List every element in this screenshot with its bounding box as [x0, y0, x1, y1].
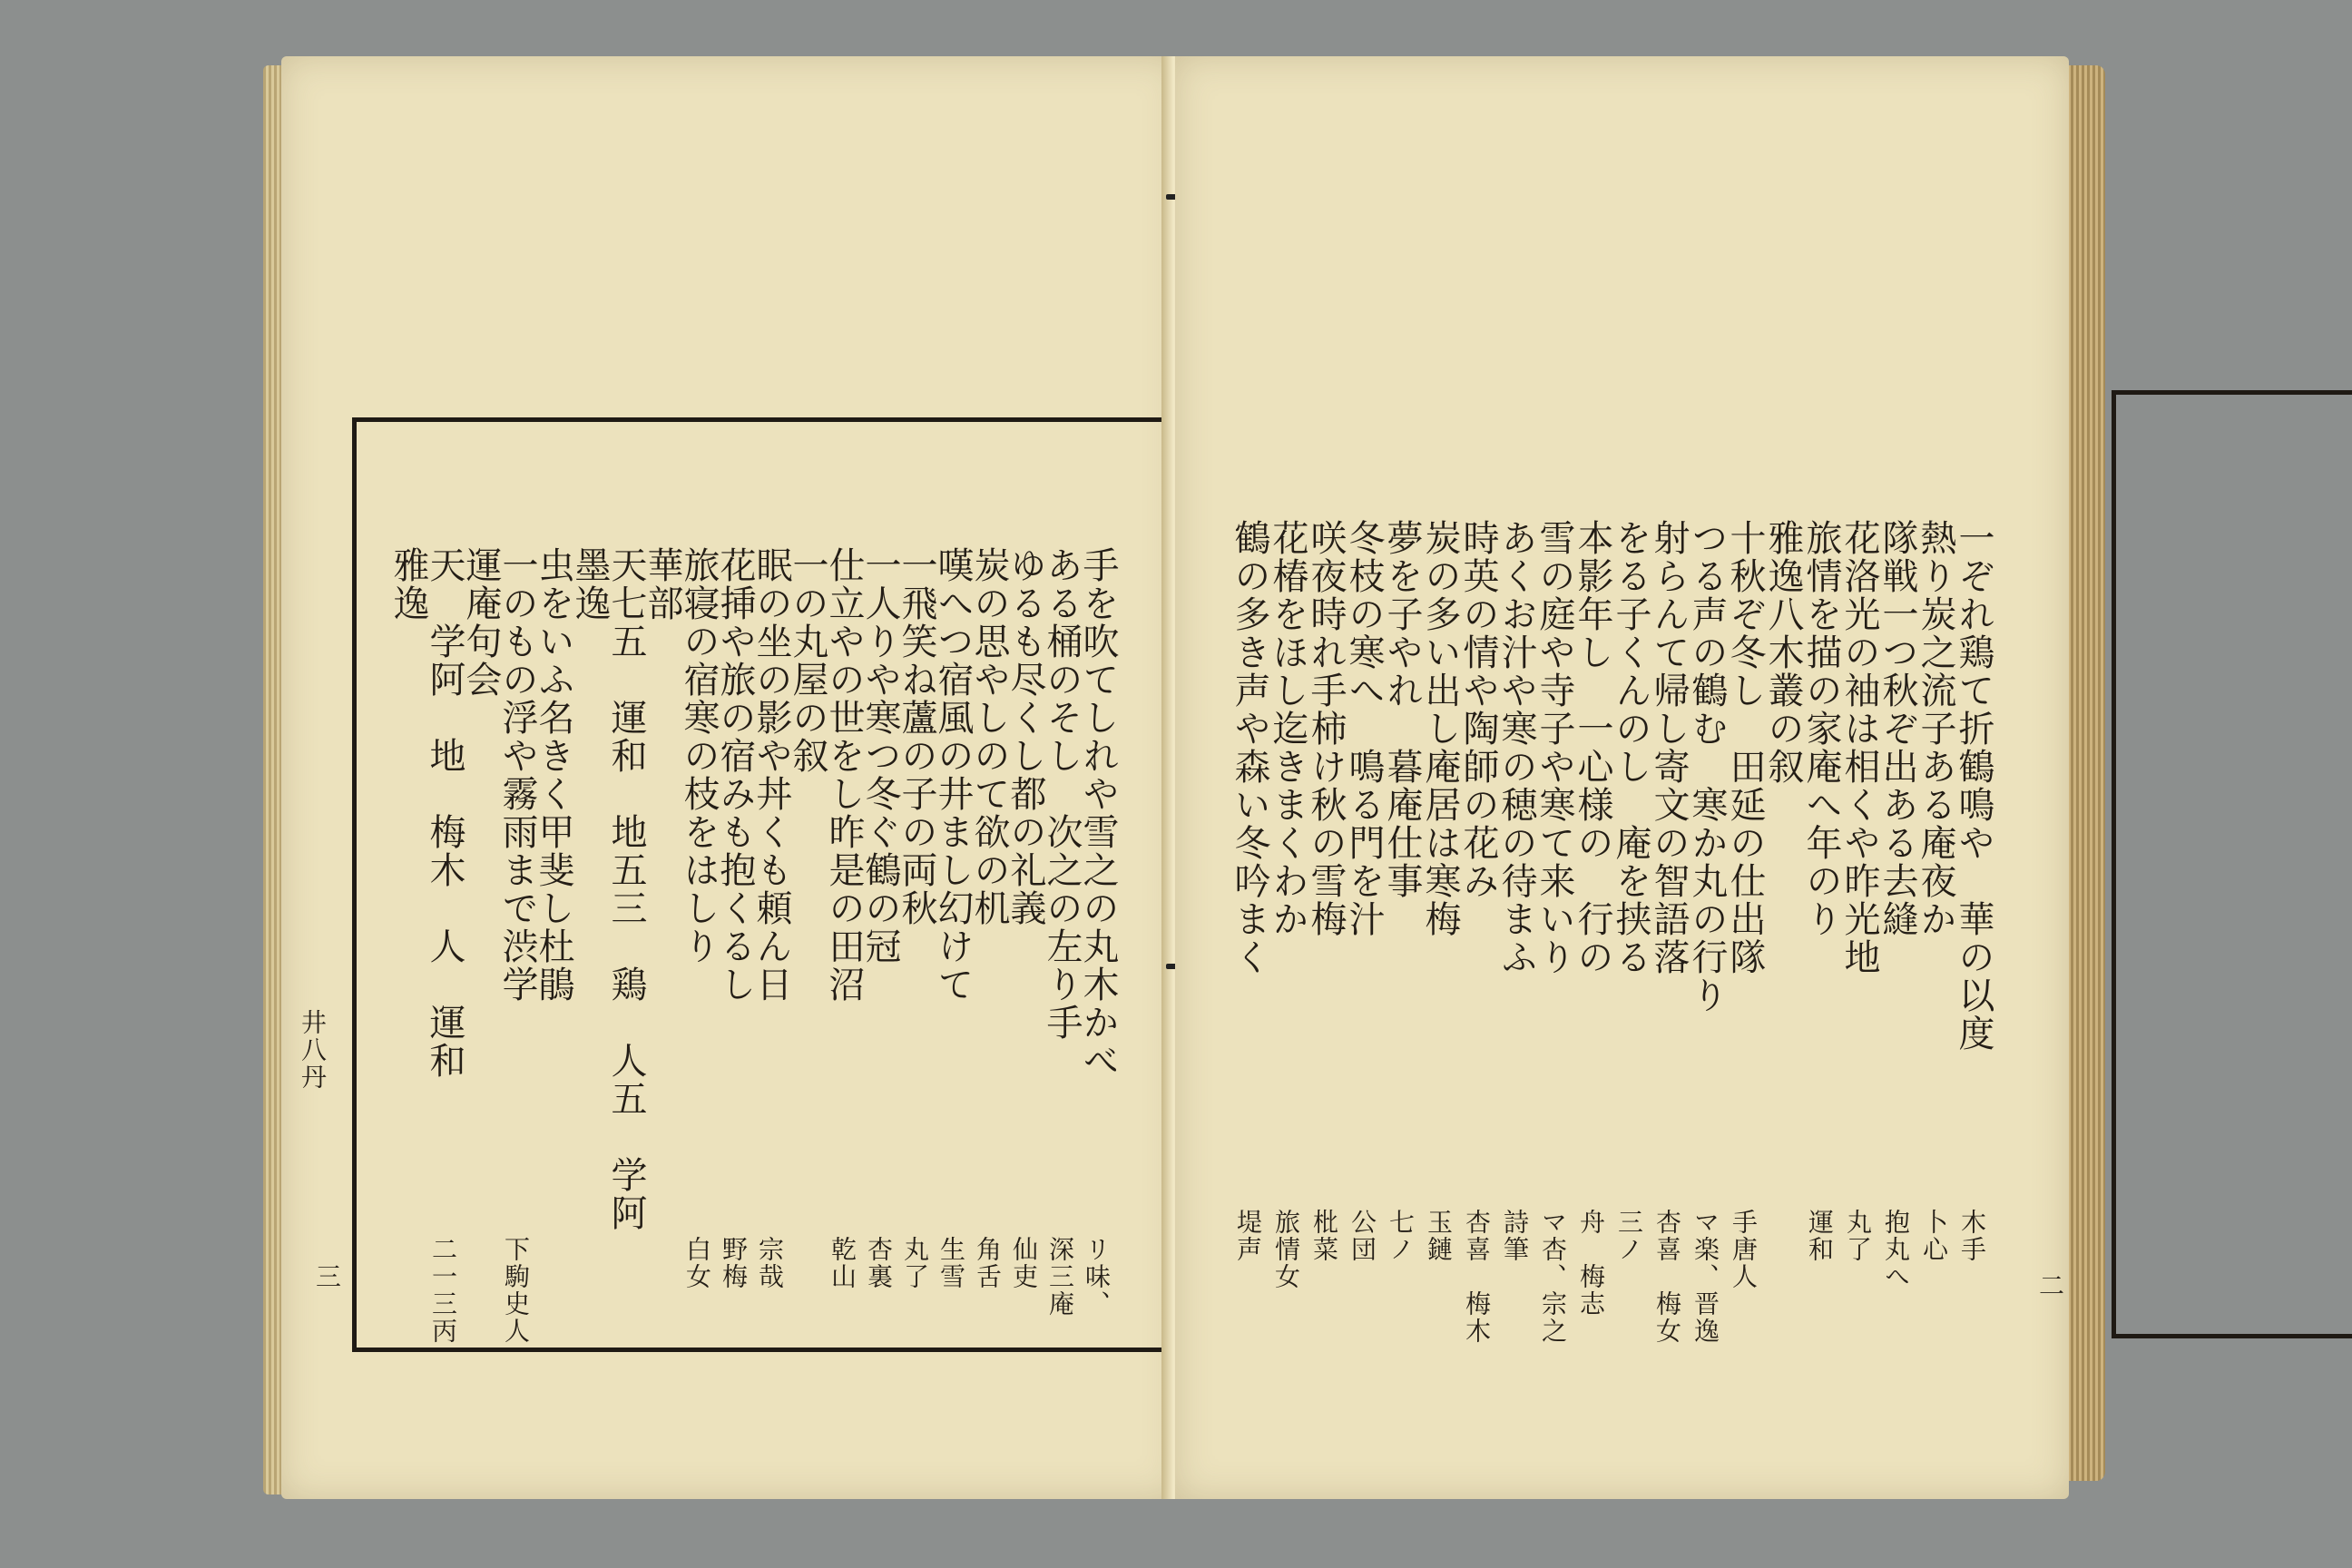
author-annotation: 抱丸へ: [1881, 1209, 1911, 1290]
text-column: 本影年し 一心様の 行の: [1572, 519, 1613, 976]
text-column: 咲夜時れ手柿け秋の雪梅: [1305, 519, 1347, 938]
left-folio: 三: [312, 1263, 342, 1290]
text-column: 熱り炭之流子ある庵夜か: [1915, 519, 1956, 938]
author-annotation: 堤声: [1233, 1209, 1263, 1263]
author-annotation: 公団: [1348, 1209, 1377, 1263]
author-annotation: 舟 梅志: [1576, 1209, 1606, 1318]
text-column: 手を吹てしれや雪之の丸木かべ: [1077, 546, 1119, 1080]
text-column: 花洛光の袖は相くや昨光地: [1838, 519, 1880, 976]
author-annotation: 二一三丙: [428, 1236, 458, 1345]
text-column: をる子くんのし 庵を挟る: [1610, 519, 1651, 976]
author-annotation: 丸了: [1843, 1209, 1873, 1263]
author-annotation: 乾山: [828, 1236, 858, 1290]
text-column: つる声の鶴む 寒か丸の行り: [1686, 519, 1728, 1014]
text-column: 虫をいふ名きく甲斐し杜鵑: [533, 546, 574, 1004]
right-page: [1175, 56, 2069, 1499]
author-annotation: 下駒史人: [501, 1236, 531, 1345]
text-column: ある桶のそし 次之の左り手: [1041, 546, 1083, 1042]
text-column: 旅情を描の家庵へ年のり: [1800, 519, 1842, 938]
text-column: 鶴の多き声や森い冬吟まく: [1229, 519, 1270, 976]
author-annotation: 旅情女: [1271, 1209, 1301, 1290]
author-annotation: 七ノ: [1386, 1209, 1416, 1263]
text-column: 時英の情や陶師の花み: [1457, 519, 1499, 900]
author-annotation: 三ノ: [1614, 1209, 1644, 1263]
author-annotation: 深三庵: [1045, 1236, 1075, 1318]
text-column: あくお汁や寒の穂の待まふ: [1495, 519, 1537, 976]
text-column: 一飛笑ね蘆の子の両秋: [896, 546, 937, 927]
author-annotation: 玉鏈: [1424, 1209, 1454, 1263]
text-column: 花椿をほし迄きまくわか: [1267, 519, 1308, 938]
text-column: 炭の多い出し庵居は寒梅: [1419, 519, 1461, 938]
text-column: 天七五 運和 地五三 鶏 人五 学阿: [605, 546, 647, 1232]
text-column: 雪の庭や寺子や寒て来いり: [1534, 519, 1575, 976]
text-column: ゆるも尽くし都の礼義: [1004, 546, 1046, 927]
author-annotation: 運和: [1805, 1209, 1835, 1263]
author-annotation: リ味、: [1082, 1236, 1112, 1318]
author-annotation: 野梅: [719, 1236, 749, 1290]
text-column: 射らんて帰し寄文の智語落: [1648, 519, 1690, 976]
left-page: [281, 56, 1180, 1499]
text-column: 墨逸: [569, 546, 611, 622]
author-annotation: 宗哉: [755, 1236, 785, 1290]
author-annotation: 杏裏: [864, 1236, 894, 1290]
author-annotation: 詩筆: [1500, 1209, 1530, 1263]
text-column: 旅寝の宿寒の枝をはしり: [678, 546, 720, 965]
left-margin-label: 井八丹: [298, 1009, 328, 1091]
author-annotation: 杏喜 梅女: [1652, 1209, 1682, 1345]
author-annotation: 卜心: [1919, 1209, 1949, 1263]
text-column: 一人りや寒つ冬ぐ鶴の冠: [859, 546, 901, 965]
text-column: 一のもの浮や霧雨まで渋学: [496, 546, 538, 1004]
author-annotation: 仙吏: [1009, 1236, 1039, 1290]
author-annotation: 角舌: [973, 1236, 1003, 1290]
author-annotation: マ杏、宗之: [1538, 1209, 1568, 1345]
text-column: 雅逸: [387, 546, 429, 622]
author-annotation: マ楽、晋逸: [1690, 1209, 1720, 1345]
author-annotation: 木手: [1957, 1209, 1987, 1263]
open-book: [263, 56, 2114, 1508]
author-annotation: 生雪: [936, 1236, 966, 1290]
text-column: 華部: [642, 546, 683, 622]
text-column: 炭の思やしのて欲の机: [968, 546, 1010, 927]
text-column: 十秋ぞ冬し 田延の仕出隊: [1724, 519, 1766, 976]
right-margin-label: 二: [2035, 1272, 2065, 1299]
text-column: 隊戦一つ秋ぞ出ある去縫: [1877, 519, 1918, 938]
author-annotation: 白女: [682, 1236, 712, 1290]
text-column: 花挿や旅の宿みも抱くるし: [714, 546, 756, 1004]
text-column: 嘆へつ宿風の井まし幻けて: [932, 546, 974, 1004]
text-column: 天 学阿 地 梅木 人 運和: [424, 546, 466, 1080]
right-text-frame: [2112, 390, 2352, 1338]
text-column: 仕立やの世をし昨是の田沼: [823, 546, 865, 1004]
author-annotation: 手唐人: [1729, 1209, 1759, 1290]
text-column: 冬枝の寒へ 鳴る門を汁: [1343, 519, 1385, 938]
text-column: 一ぞれ鶏て折鶴鳴や 華の以度: [1953, 519, 1994, 1053]
text-column: 運庵句会: [460, 546, 502, 699]
author-annotation: 杏喜 梅木: [1462, 1209, 1492, 1345]
text-column: 夢を子やれ 暮庵仕事: [1381, 519, 1423, 900]
text-column: 雅逸八木叢の叙: [1762, 519, 1804, 786]
author-annotation: 枇菜: [1309, 1209, 1339, 1263]
author-annotation: 丸了: [900, 1236, 930, 1290]
text-column: 眠の坐の影や丼くも頼ん日: [750, 546, 792, 1004]
text-column: 一の丸屋の叙: [787, 546, 828, 775]
